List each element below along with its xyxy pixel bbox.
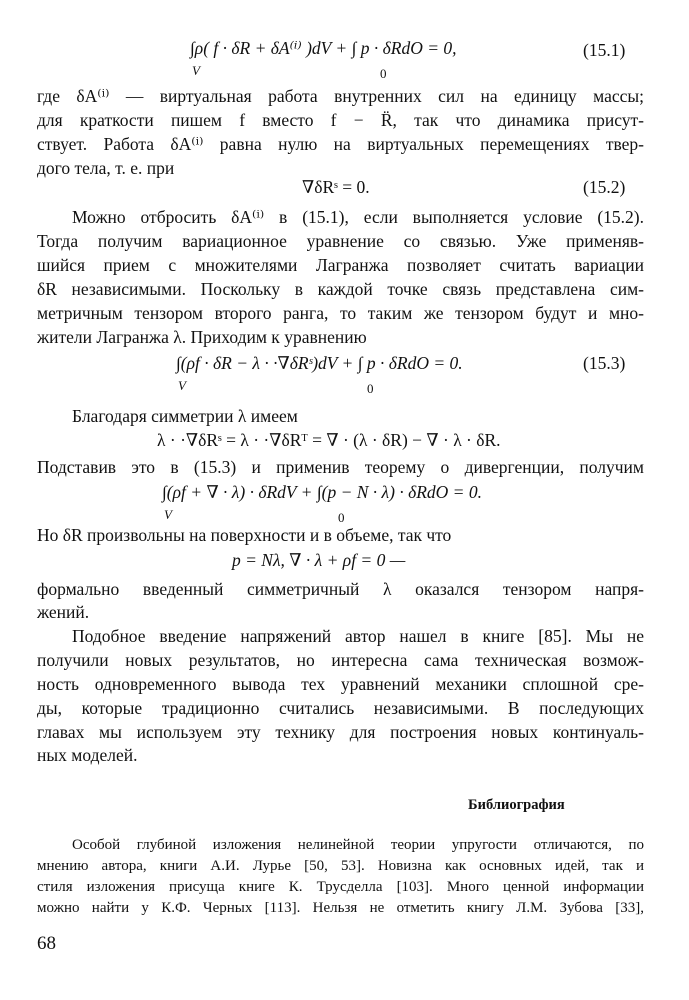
text-line: Подставив это в (15.3) и применив теорему о дивергенции, получим bbox=[37, 457, 644, 477]
equation-number-15-3: (15.3) bbox=[583, 353, 626, 373]
equation-15-1-lower-limit-v: V bbox=[192, 63, 200, 78]
bibliography-heading: Библиография bbox=[468, 797, 565, 813]
text-line: ствует. Работа δA⁽ⁱ⁾ равна нулю на виртуальных перемещениях твер- bbox=[37, 134, 644, 154]
text-line: метричным тензором второго ранга, то таким же тензором будут и мно- bbox=[37, 303, 644, 323]
text-line: главах мы используем эту технику для построения новых континуаль- bbox=[37, 722, 644, 742]
text-line: где δA⁽ⁱ⁾ — виртуальная работа внутренних сил на единицу массы; bbox=[37, 86, 644, 106]
equation-divergence: ∫(ρf + ∇ · λ) · δRdV + ∫(p − N · λ) · δRdO = 0. bbox=[162, 482, 482, 502]
equation-divergence-lower-limit-v: V bbox=[164, 507, 172, 522]
text-line: шийся прием с множителями Лагранжа позволяет считать вариации bbox=[37, 255, 644, 275]
equation-15-2: ∇δRˢ = 0. bbox=[302, 177, 370, 197]
text-line: формально введенный симметричный λ оказался тензором напря- bbox=[37, 579, 644, 599]
text-line: ды, которые традиционно считались независимыми. В последующих bbox=[37, 698, 644, 718]
text-line: ных моделей. bbox=[37, 745, 138, 765]
equation-15-3: ∫(ρf · δR − λ · ·∇δRˢ)dV + ∫ p · δRdO = 0. bbox=[176, 353, 463, 373]
equation-number-15-2: (15.2) bbox=[583, 177, 626, 197]
equation-symmetry: λ · ·∇δRˢ = λ · ·∇δRᵀ = ∇ · (λ · δR) − ∇ · λ · δR. bbox=[157, 430, 501, 450]
text-line: дого тела, т. е. при bbox=[37, 158, 175, 178]
text-line: δR независимыми. Поскольку в каждой точке связь представлена сим- bbox=[37, 279, 644, 299]
equation-15-3-lower-limit-v: V bbox=[178, 378, 186, 393]
text-line: жений. bbox=[37, 602, 90, 622]
text-line: Подобное введение напряжений автор нашел в книге [85]. Мы не bbox=[72, 626, 644, 646]
bibliography-line: мнению автора, книги А.И. Лурье [50, 53]. Новизна как основных идей, так и bbox=[37, 858, 644, 874]
equation-stress: p = Nλ, ∇ · λ + ρf = 0 — bbox=[232, 550, 406, 570]
text-line: жители Лагранжа λ. Приходим к уравнению bbox=[37, 327, 367, 347]
text-line: Тогда получим вариационное уравнение со связью. Уже применяв- bbox=[37, 231, 644, 251]
equation-divergence-lower-limit-0: 0 bbox=[338, 510, 345, 525]
equation-15-1: ∫ρ( f · δR + δA⁽ⁱ⁾ )dV + ∫ p · δRdO = 0, bbox=[190, 38, 457, 58]
bibliography-line: Особой глубиной изложения нелинейной теории упругости отличаются, по bbox=[72, 837, 644, 853]
page-number: 68 bbox=[37, 933, 56, 954]
bibliography-line: стиля изложения присуща книге К. Трусделла [103]. Много ценной информации bbox=[37, 879, 644, 895]
equation-number-15-1: (15.1) bbox=[583, 40, 626, 60]
text-line: получили новых результатов, но интересна сама техническая возмож- bbox=[37, 650, 644, 670]
text-line: для краткости пишем f вместо f − R̈, так что динамика присут- bbox=[37, 110, 644, 130]
bibliography-line: можно найти у К.Ф. Черных [113]. Нельзя не отметить книгу Л.М. Зубова [33], bbox=[37, 900, 644, 916]
text-line: ность одновременного вывода тех уравнений механики сплошной сре- bbox=[37, 674, 644, 694]
text-line: Можно отбросить δA⁽ⁱ⁾ в (15.1), если выполняется условие (15.2). bbox=[72, 207, 644, 227]
equation-15-1-lower-limit-0: 0 bbox=[380, 66, 387, 81]
text-line: Благодаря симметрии λ имеем bbox=[72, 406, 298, 426]
text-line: Но δR произвольны на поверхности и в объеме, так что bbox=[37, 525, 452, 545]
equation-15-3-lower-limit-0: 0 bbox=[367, 381, 374, 396]
